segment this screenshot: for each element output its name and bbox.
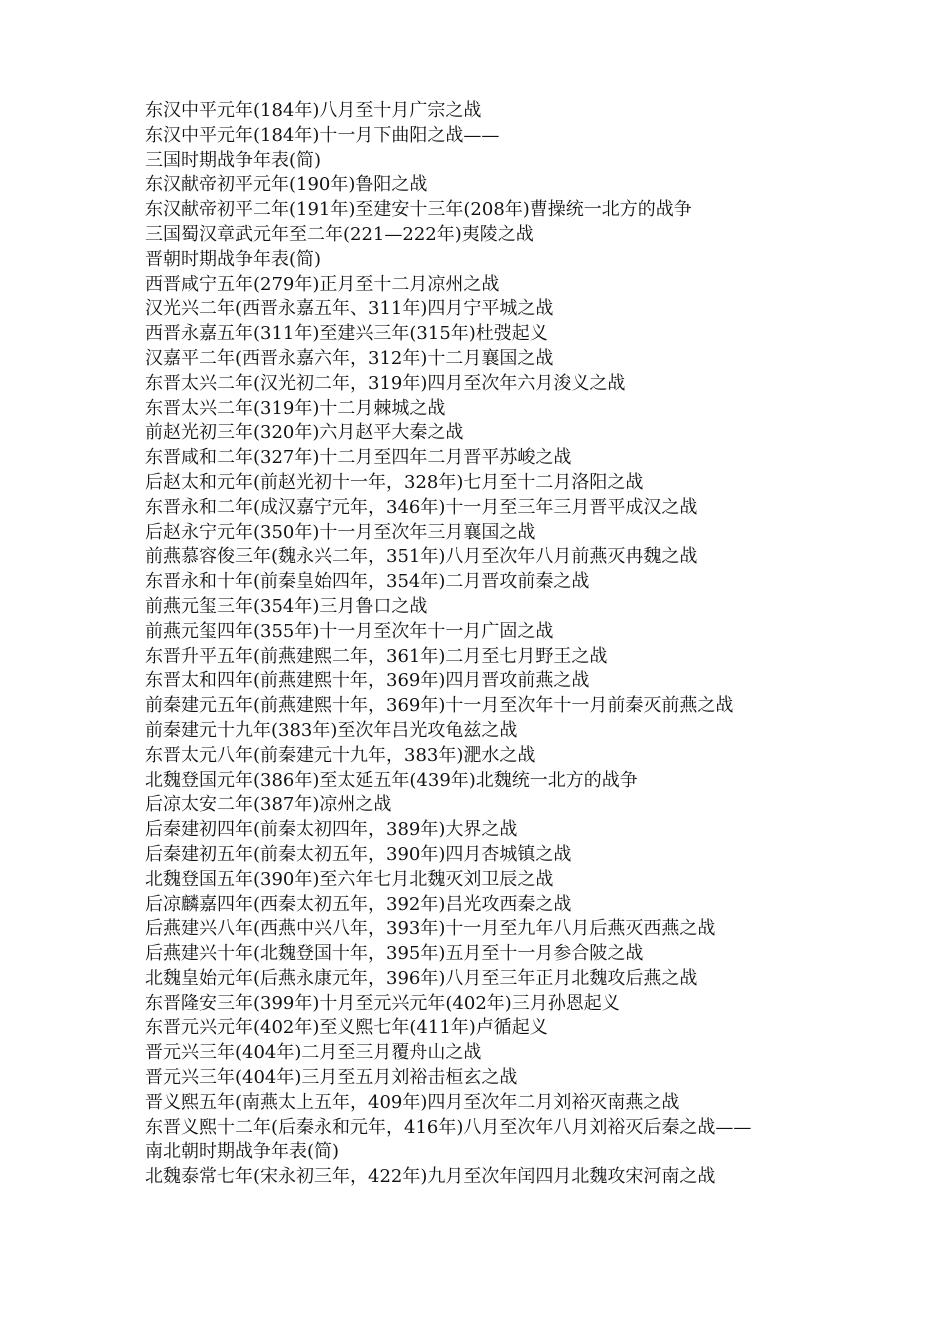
text-line: 东晋咸和二年(327年)十二月至四年二月晋平苏峻之战 (145, 447, 572, 469)
text-line: 汉嘉平二年(西晋永嘉六年，312年)十二月襄国之战 (145, 347, 554, 369)
text-line: 东晋元兴元年(402年)至义熙七年(411年)卢循起义 (145, 1017, 548, 1039)
text-line: 东晋太兴二年(汉光初二年，319年)四月至次年六月浚义之战 (145, 372, 626, 394)
text-line: 后秦建初五年(前秦太初五年，390年)四月杏城镇之战 (145, 843, 572, 865)
section-heading: 南北朝时期战争年表(简) (145, 1141, 340, 1163)
text-line: 前燕元玺三年(354年)三月鲁口之战 (145, 595, 428, 617)
text-line: 三国蜀汉章武元年至二年(221—222年)夷陵之战 (145, 223, 534, 245)
text-line: 北魏皇始元年(后燕永康元年，396年)八月至三年正月北魏攻后燕之战 (145, 967, 698, 989)
text-line: 后燕建兴十年(北魏登国十年，395年)五月至十一月参合陂之战 (145, 943, 644, 965)
text-line: 后凉太安二年(387年)凉州之战 (145, 794, 392, 816)
text-line: 后赵太和元年(前赵光初十一年，328年)七月至十二月洛阳之战 (145, 471, 644, 493)
text-line: 晋义熙五年(南燕太上五年，409年)四月至次年二月刘裕灭南燕之战 (145, 1091, 680, 1113)
text-line: 前赵光初三年(320年)六月赵平大秦之战 (145, 422, 464, 444)
text-line: 东汉献帝初平二年(191年)至建安十三年(208年)曹操统一北方的战争 (145, 199, 692, 221)
text-line: 东汉中平元年(184年)十一月下曲阳之战—— (145, 124, 500, 146)
text-line: 北魏登国五年(390年)至六年七月北魏灭刘卫辰之战 (145, 868, 554, 890)
text-line: 东汉献帝初平元年(190年)鲁阳之战 (145, 174, 428, 196)
text-line: 后秦建初四年(前秦太初四年，389年)大界之战 (145, 819, 518, 841)
text-line: 东汉中平元年(184年)八月至十月广宗之战 (145, 100, 482, 121)
text-line: 北魏登国元年(386年)至太延五年(439年)北魏统一北方的战争 (145, 769, 638, 791)
text-line: 后凉麟嘉四年(西秦太初五年，392年)吕光攻西秦之战 (145, 893, 572, 915)
text-line: 东晋太和四年(前燕建熙十年，369年)四月晋攻前燕之战 (145, 670, 590, 692)
section-heading: 三国时期战争年表(简) (145, 149, 322, 171)
document-body (145, 99, 845, 1190)
text-line: 东晋永和十年(前秦皇始四年，354年)二月晋攻前秦之战 (145, 571, 590, 593)
text-line: 东晋义熙十二年(后秦永和元年，416年)八月至次年八月刘裕灭后秦之战—— (145, 1116, 752, 1138)
text-line: 北魏泰常七年(宋永初三年，422年)九月至次年闰四月北魏攻宋河南之战 (145, 1166, 716, 1188)
text-line: 前秦建元五年(前燕建熙十年，369年)十一月至次年十一月前秦灭前燕之战 (145, 695, 734, 717)
text-line: 后赵永宁元年(350年)十一月至次年三月襄国之战 (145, 521, 536, 543)
section-heading: 晋朝时期战争年表(简) (145, 248, 322, 270)
text-line: 晋元兴三年(404年)二月至三月覆舟山之战 (145, 1042, 482, 1064)
text-line: 东晋升平五年(前燕建熙二年，361年)二月至七月野王之战 (145, 645, 608, 667)
text-line: 东晋太元八年(前秦建元十九年，383年)淝水之战 (145, 744, 536, 766)
text-line: 汉光兴二年(西晋永嘉五年、311年)四月宁平城之战 (145, 298, 554, 320)
text-line: 东晋隆安三年(399年)十月至元兴元年(402年)三月孙恩起义 (145, 992, 620, 1014)
text-line: 晋元兴三年(404年)三月至五月刘裕击桓玄之战 (145, 1067, 518, 1089)
text-line: 西晋永嘉五年(311年)至建兴三年(315年)杜弢起义 (145, 323, 548, 345)
text-line: 东晋太兴二年(319年)十二月棘城之战 (145, 397, 446, 419)
text-line: 前燕元玺四年(355年)十一月至次年十一月广固之战 (145, 620, 554, 642)
text-line: 前秦建元十九年(383年)至次年吕光攻龟兹之战 (145, 719, 518, 741)
text-line: 后燕建兴八年(西燕中兴八年，393年)十一月至九年八月后燕灭西燕之战 (145, 918, 716, 940)
text-line: 西晋咸宁五年(279年)正月至十二月凉州之战 (145, 273, 500, 295)
text-line: 前燕慕容俊三年(魏永兴二年，351年)八月至次年八月前燕灭冉魏之战 (145, 546, 698, 568)
text-line: 东晋永和二年(成汉嘉宁元年，346年)十一月至三年三月晋平成汉之战 (145, 496, 698, 518)
